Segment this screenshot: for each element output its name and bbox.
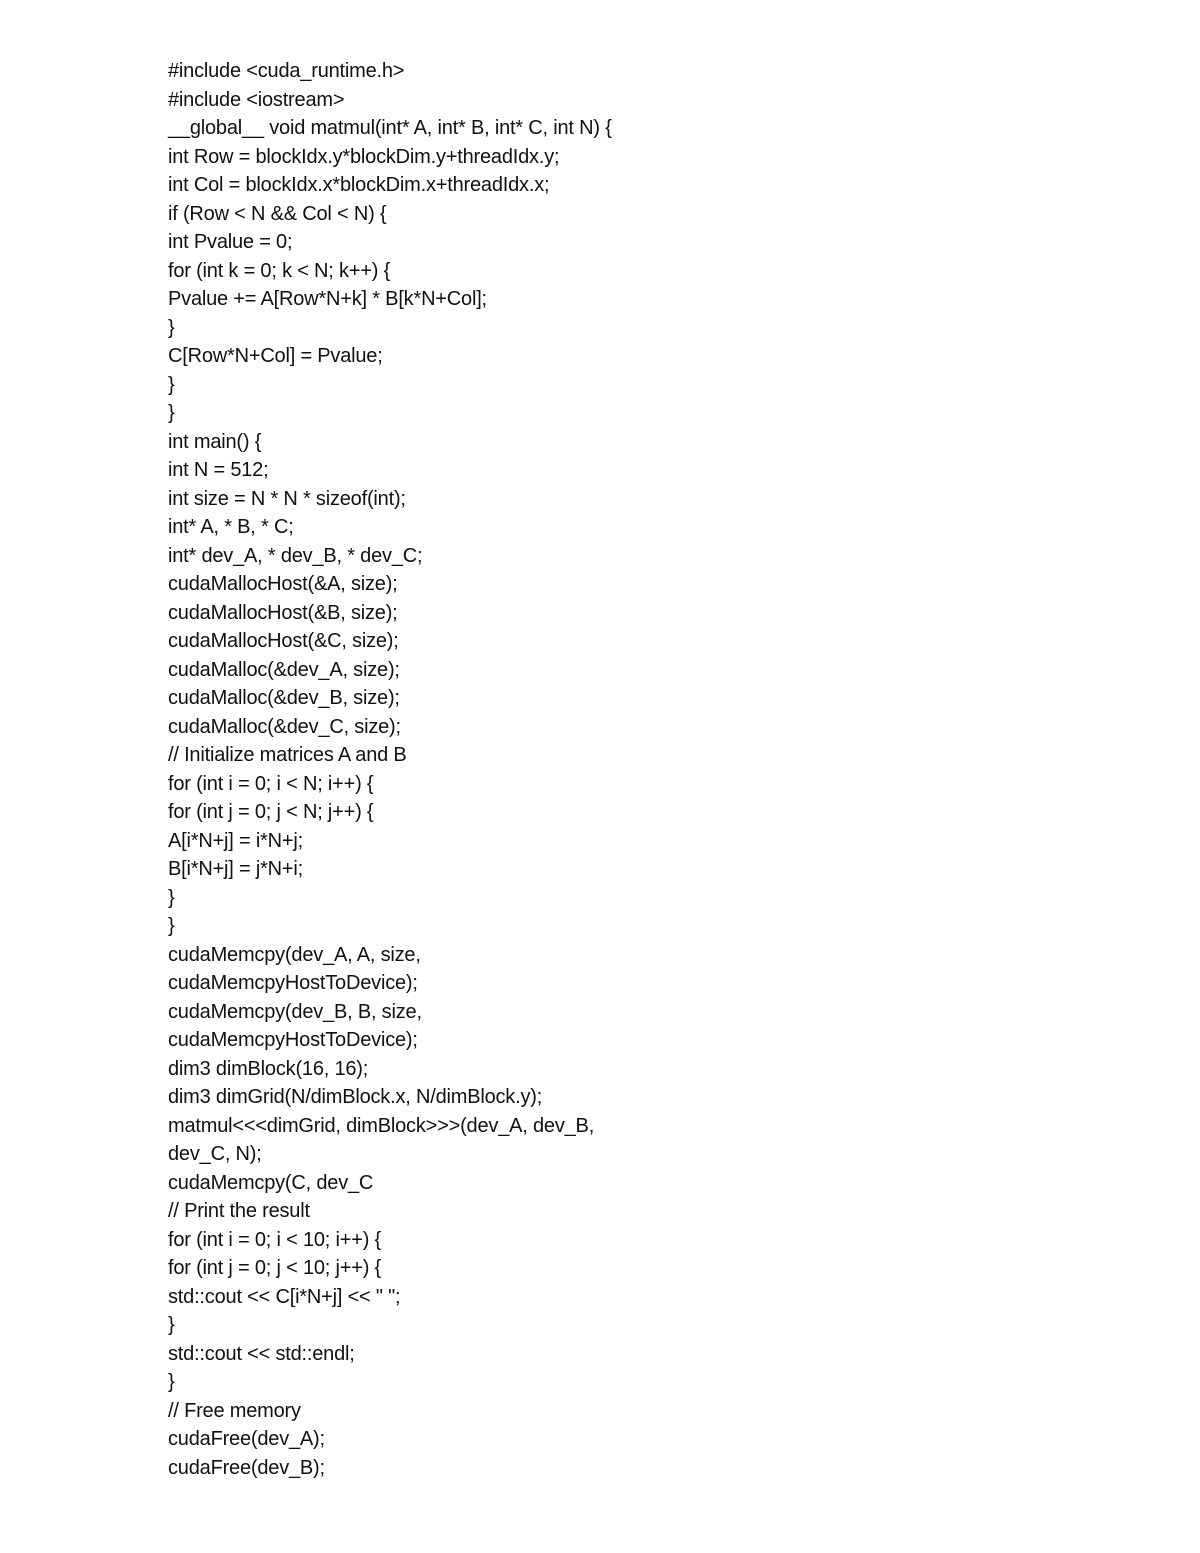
code-line: for (int i = 0; i < 10; i++) { [168,1228,382,1251]
code-line: int* A, * B, * C; [168,516,294,538]
code-line: cudaFree(dev_B); [168,1456,325,1479]
code-line: cudaMallocHost(&C, size); [168,630,399,652]
code-line: cudaMalloc(&dev_C, size); [168,715,401,738]
code-line: dev_C, N); [168,1143,262,1165]
code-line: C[Row*N+Col] = Pvalue; [168,345,383,367]
code-line: int main() { [168,430,262,453]
code-line: matmul<<<dimGrid, dimBlock>>>(dev_A, dev_B, [168,1114,595,1137]
code-line: // Initialize matrices A and B [168,744,407,766]
code-line: std::cout << C[i*N+j] << " "; [168,1285,401,1308]
code-line: cudaFree(dev_A); [168,1428,325,1450]
code-line: A[i*N+j] = i*N+j; [168,829,303,852]
code-line: } [168,886,175,909]
code-line: cudaMemcpyHostToDevice); [168,1029,418,1051]
code-line: #include <iostream> [168,88,345,111]
code-line: } [168,316,175,339]
code-line: // Free memory [168,1399,301,1422]
code-line: __global__ void matmul(int* A, int* B, int* C, int N) { [168,117,612,139]
code-line: int Pvalue = 0; [168,231,293,253]
code-line: int Row = blockIdx.y*blockDim.y+threadIdx.y; [168,145,560,168]
code-line: cudaMemcpy(dev_A, A, size, [168,943,421,966]
code-line: cudaMallocHost(&B, size); [168,601,398,624]
code-line: Pvalue += A[Row*N+k] * B[k*N+Col]; [168,288,487,310]
code-line: } [168,1371,175,1393]
code-line: cudaMemcpy(C, dev_C [168,1171,374,1194]
code-line: B[i*N+j] = j*N+i; [168,858,303,880]
code-line: } [168,915,175,937]
code-line: dim3 dimBlock(16, 16); [168,1057,369,1080]
code-line: int Col = blockIdx.x*blockDim.x+threadIdx.x; [168,174,550,196]
code-line: cudaMalloc(&dev_A, size); [168,658,400,681]
code-line: } [168,402,175,424]
code-line: } [168,373,175,396]
code-line: for (int j = 0; j < 10; j++) { [168,1257,382,1279]
code-line: int* dev_A, * dev_B, * dev_C; [168,544,423,567]
code-line: #include <cuda_runtime.h> [168,60,405,82]
code-line: int size = N * N * sizeof(int); [168,487,406,510]
code-listing [168,57,612,1482]
code-line: for (int k = 0; k < N; k++) { [168,259,391,282]
code-line: for (int j = 0; j < N; j++) { [168,801,374,823]
code-line: } [168,1314,175,1336]
code-line: cudaMallocHost(&A, size); [168,573,398,595]
code-line: std::cout << std::endl; [168,1342,355,1365]
code-line: cudaMalloc(&dev_B, size); [168,687,400,709]
code-line: cudaMemcpy(dev_B, B, size, [168,1000,422,1023]
code-line: // Print the result [168,1200,310,1222]
code-line: dim3 dimGrid(N/dimBlock.x, N/dimBlock.y); [168,1086,543,1108]
code-line: if (Row < N && Col < N) { [168,202,387,225]
code-line: for (int i = 0; i < N; i++) { [168,772,374,795]
code-line: int N = 512; [168,459,269,481]
code-line: cudaMemcpyHostToDevice); [168,972,418,994]
